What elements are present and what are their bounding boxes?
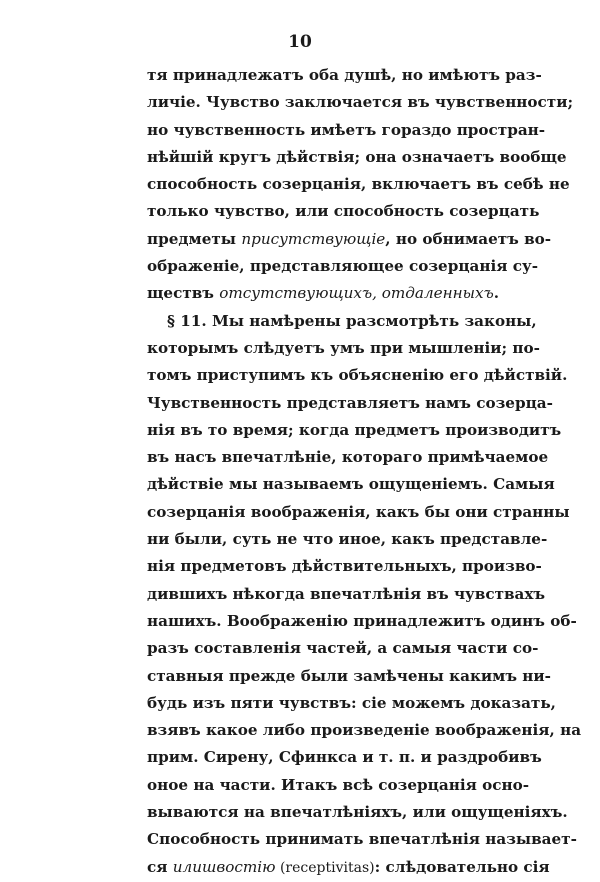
text-segment: , но обнимаетъ во- — [385, 229, 552, 248]
text-line: взявъ какое либо произведеніе воображенія, на — [147, 721, 582, 740]
text-line: нашихъ. Воображенію принадлежитъ одинъ об- — [147, 611, 577, 630]
text-line: личіе. Чувство заключается въ чувственности; — [147, 93, 574, 112]
text-line: способность созерцанія, включаетъ въ себѣ не — [147, 175, 570, 194]
text-line: которымъ слѣдуетъ умъ при мышленіи; по- — [147, 338, 540, 357]
text-line: тя принадлежатъ оба душѣ, но имѣютъ раз- — [147, 66, 542, 84]
text-line — [147, 226, 552, 253]
text-line: вываются на впечатлѣніяхъ, или ощущеніяхъ. — [147, 803, 568, 822]
text-line: нія въ то время; когда предметъ производитъ — [147, 420, 562, 439]
text-line: ставныя прежде были замѣчены какимъ ни- — [147, 666, 551, 685]
text-line: Чувственность представляетъ намъ созерца- — [147, 393, 553, 412]
text-segment: ществъ — [147, 284, 220, 303]
text-segment: . — [493, 284, 500, 303]
text-line: въ насъ впечатлѣніе, котораго примѣчаемое — [147, 448, 549, 467]
page-text — [147, 62, 582, 881]
text-line: нѣйшій кругъ дѣйствія; она означаетъ вообще — [147, 147, 567, 166]
text-line: нія предметовъ дѣйствительныхъ, произво- — [147, 557, 542, 576]
paragraph-section-11 — [147, 308, 582, 881]
page-number: 10 — [288, 32, 312, 52]
text-line: Способность принимать впечатлѣнія называет- — [147, 830, 577, 849]
latin-term: (receptivitas) — [275, 859, 375, 876]
text-line: разъ составленія частей, а самыя части со- — [147, 639, 539, 658]
text-line: прим. Сирену, Сфинкса и т. п. и раздробивъ — [147, 748, 542, 767]
text-line: ображеніе, представляющее созерцанія су- — [147, 257, 539, 276]
italic-text: отсутствующихъ, отдаленныхъ — [219, 284, 494, 303]
text-segment: ся — [147, 857, 173, 876]
text-line: § 11. Мы намѣрены разсмотрѣть законы, — [167, 311, 537, 330]
text-segment: : слѣдовательно сія — [374, 857, 550, 876]
text-line: томъ приступимъ къ объясненію его дѣйствій. — [147, 366, 568, 385]
text-line: только чувство, или способность созерцать — [147, 202, 540, 221]
italic-text: илишвостію — [172, 857, 276, 876]
text-line: дѣйствіе мы называемъ ощущеніемъ. Самыя — [147, 475, 555, 494]
italic-text: присутствующіе — [241, 229, 386, 248]
text-line: дившихъ нѣкогда впечатлѣнія въ чувствахъ — [147, 584, 546, 603]
text-line — [147, 280, 500, 307]
text-line: будь изъ пяти чувствъ: сіе можемъ доказать, — [147, 693, 556, 712]
text-line: оное на части. Итакъ всѣ созерцанія осно- — [147, 775, 530, 794]
text-line: но чувственность имѣетъ гораздо простран- — [147, 120, 546, 139]
text-segment: предметы — [147, 229, 242, 248]
text-line: ни были, суть не что иное, какъ представле- — [147, 530, 548, 549]
paragraph-continuation — [147, 62, 574, 308]
text-line — [147, 854, 550, 881]
text-line: созерцанія воображенія, какъ бы они странны — [147, 502, 570, 521]
